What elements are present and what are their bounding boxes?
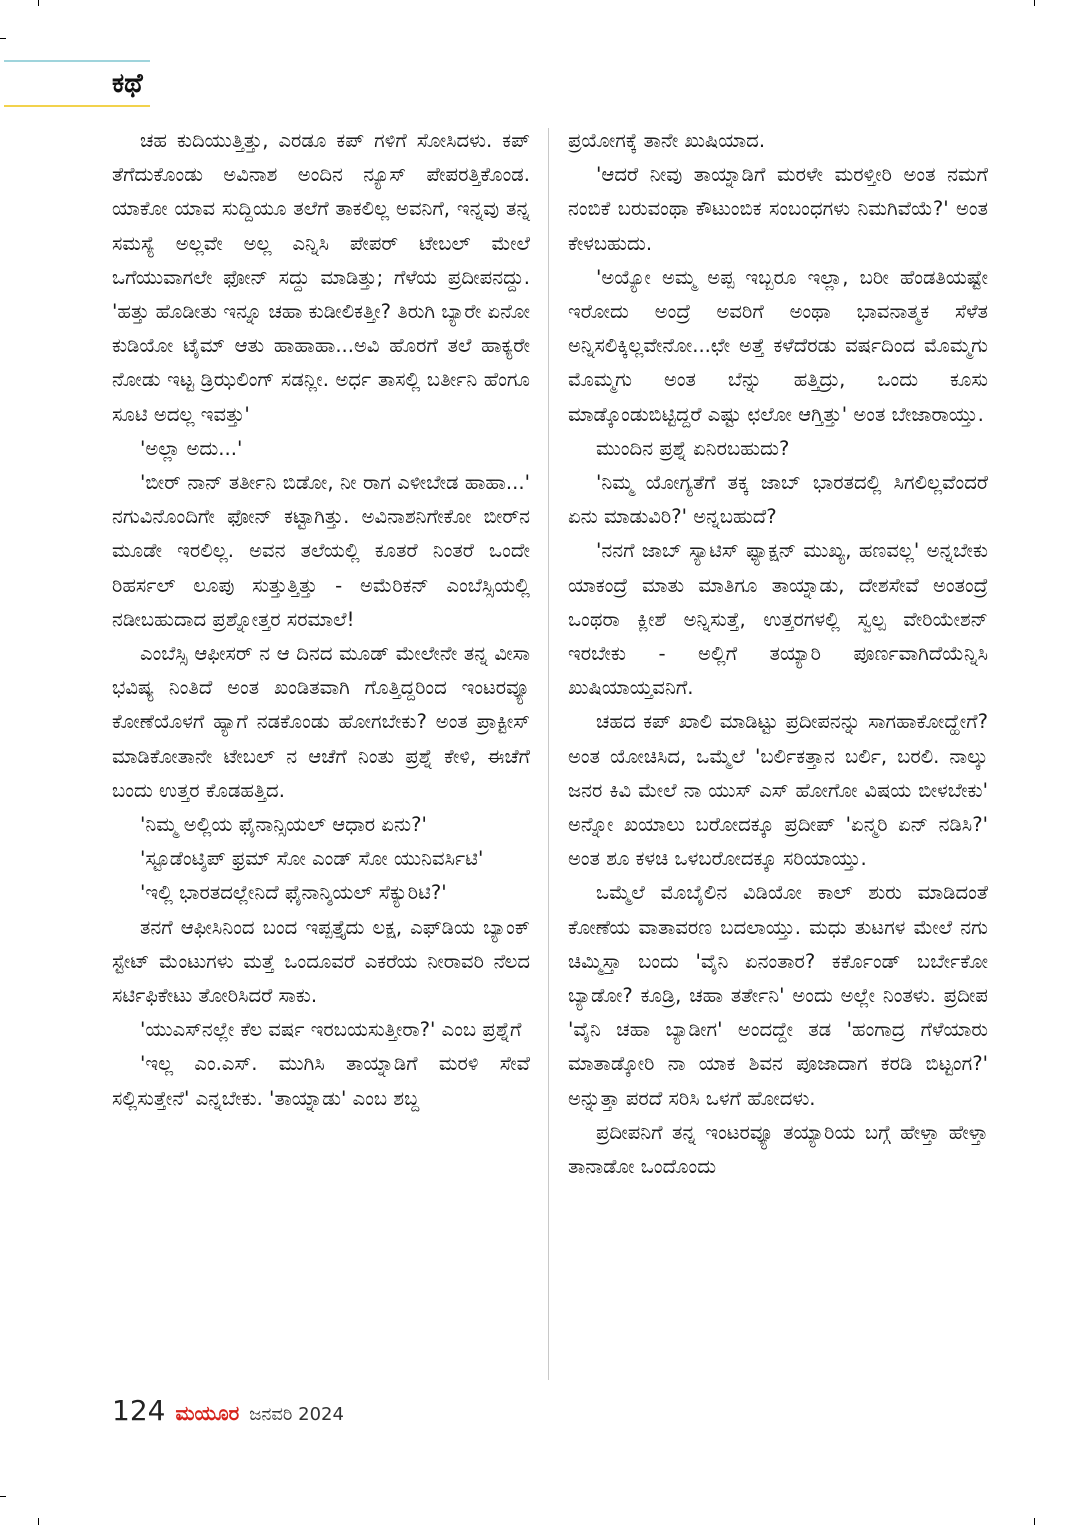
magazine-logo: ಮಯೂರ — [175, 1401, 240, 1425]
page-footer — [112, 1394, 344, 1427]
paragraph: 'ಯುಎಸ್‌ನಲ್ಲೇ ಕೆಲ ವರ್ಷ ಇರಬಯಸುತ್ತೀರಾ?' ಎಂಬ ಪ್ರಶ್ನೆಗೆ — [140, 1018, 522, 1042]
paragraph: 'ಅಯ್ಯೋ ಅಮ್ಮ ಅಪ್ಪ ಇಬ್ಬರೂ ಇಲ್ಲಾ, ಬರೀ ಹೆಂಡತಿಯಷ್ಟೇ ಇರೋದು ಅಂದ್ರೆ ಅವರಿಗೆ ಅಂಥಾ ಭಾವನಾತ್ಮಕ ಸೆಳೆತ ಅನ್ನಿಸಲಿಕ್ಕಿಲ್ಲವೇನೋ...ಛೇ ಅತ್ತೆ ಕಳೆದೆರಡು ವರ್ಷದಿಂದ ಮೊಮ್ಮಗು ಮೊಮ್ಮಗು ಅಂತ ಬೆನ್ನು ಹತ್ತಿದ್ರು, ಒಂದು ಕೂಸು ಮಾಡ್ಕೊಂಡುಬಿಟ್ಟಿದ್ದರೆ ಎಷ್ಟು ಛಲೋ ಆಗ್ತಿತ್ತು' ಅಂತ ಬೇಜಾರಾಯ್ತು. — [568, 265, 988, 426]
crop-mark — [38, 1518, 39, 1525]
paragraph: 'ಬೀರ್ ನಾನ್ ತರ್ತೀನಿ ಬಿಡೋ, ನೀ ರಾಗ ಎಳೀಬೇಡ ಹಾಹಾ...' ನಗುವಿನೊಂದಿಗೇ ಫೋನ್ ಕಟ್ಟಾಗಿತ್ತು. ಅವಿನಾಶನಿಗೇಕೋ ಬೀರ್‌ನ ಮೂಡೇ ಇರಲಿಲ್ಲ. ಅವನ ತಲೆಯಲ್ಲಿ ಕೂತರೆ ನಿಂತರೆ ಒಂದೇ ರಿಹರ್ಸಲ್ ಲೂಪು ಸುತ್ತುತ್ತಿತ್ತು - ಅಮೆರಿಕನ್ ಎಂಬೆಸ್ಸಿಯಲ್ಲಿ ನಡೀಬಹುದಾದ ಪ್ರಶ್ನೋತ್ತರ ಸರಮಾಲೆ! — [112, 471, 530, 631]
crop-mark — [38, 0, 39, 6]
paragraph: ಎಂಬೆಸ್ಸಿ ಆಫೀಸರ್ ನ ಆ ದಿನದ ಮೂಡ್ ಮೇಲೇನೇ ತನ್ನ ವೀಸಾ ಭವಿಷ್ಯ ನಿಂತಿದೆ ಅಂತ ಖಂಡಿತವಾಗಿ ಗೊತ್ತಿದ್ದರಿಂದ ಇಂಟರವ್ಯೂ ಕೋಣೆಯೊಳಗೆ ಹ್ಯಾಗೆ ನಡಕೊಂಡು ಹೋಗಬೇಕು? ಅಂತ ಪ್ರಾಕ್ಟೀಸ್ ಮಾಡಿಕೋತಾನೇ ಟೇಬಲ್ ನ ಆಚೆಗೆ ನಿಂತು ಪ್ರಶ್ನೆ ಕೇಳಿ, ಈಚೆಗೆ ಬಂದು ಉತ್ತರ ಕೊಡಹತ್ತಿದ. — [112, 642, 530, 802]
issue-date: ಜನವರಿ 2024 — [249, 1404, 344, 1425]
paragraph: ಪ್ರಯೋಗಕ್ಕೆ ತಾನೇ ಖುಷಿಯಾದ. — [568, 129, 766, 152]
column-divider — [548, 128, 549, 1380]
paragraph: ಚಹ ಕುದಿಯುತ್ತಿತ್ತು, ಎರಡೂ ಕಪ್ ಗಳಿಗೆ ಸೋಸಿದಳು. ಕಪ್ ತೆಗೆದುಕೊಂಡು ಅವಿನಾಶ ಅಂದಿನ ನ್ಯೂಸ್ ಪೇಪರತ್ತಿಕೊಂಡ. ಯಾಕೋ ಯಾವ ಸುದ್ದಿಯೂ ತಲೆಗೆ ತಾಕಲಿಲ್ಲ ಅವನಿಗೆ, ಇನ್ನವು ತನ್ನ ಸಮಸ್ಯೆ ಅಲ್ಲವೇ ಅಲ್ಲ ಎನ್ನಿಸಿ ಪೇಪರ್ ಟೇಬಲ್ ಮೇಲೆ ಒಗೆಯುವಾಗಲೇ ಫೋನ್ ಸದ್ದು ಮಾಡಿತ್ತು; ಗೆಳೆಯ ಪ್ರದೀಪನದ್ದು. 'ಹತ್ತು ಹೊಡೀತು ಇನ್ನೂ ಚಹಾ ಕುಡೀಲಿಕತ್ತೀ? ತಿರುಗಿ ಬ್ಯಾರೇ ಏನೋ ಕುಡಿಯೋ ಟೈಮ್ ಆತು ಹಾಹಾಹಾ...ಅವಿ ಹೊರಗೆ ತಲೆ ಹಾಕ್ಯರೇ ನೋಡು ಇಟ್ಟ ಡ್ರಿಝಲಿಂಗ್ ಸಡನ್ಲೀ. ಅರ್ಧ ತಾಸಲ್ಲಿ ಬರ್ತೀನಿ ಹೆಂಗೂ ಸೂಟಿ ಅದಲ್ಲ ಇವತ್ತು' — [112, 129, 530, 426]
right-column — [568, 124, 988, 1184]
section-rule-bottom — [4, 105, 150, 107]
paragraph: 'ಸ್ಟೂಡೆಂಟ್ಶಿಪ್ ಫ್ರಮ್ ಸೋ ಎಂಡ್ ಸೋ ಯುನಿವರ್ಸಿಟಿ' — [140, 847, 484, 871]
paragraph: 'ಇಲ್ಲಿ ಭಾರತದಲ್ಲೇನಿದೆ ಫೈನಾನ್ಶಿಯಲ್ ಸೆಕ್ಯುರಿಟಿ?' — [140, 881, 447, 905]
paragraph: ತನಗೆ ಆಫೀಸಿನಿಂದ ಬಂದ ಇಪ್ಪತ್ತೈದು ಲಕ್ಷ, ಎಫ್‌ಡಿಯ ಬ್ಯಾಂಕ್ ಸ್ಟೇಟ್ ಮೆಂಟುಗಳು ಮತ್ತೆ ಒಂದೂವರೆ ಎಕರೆಯ ನೀರಾವರಿ ನೆಲದ ಸರ್ಟಿಫಿಕೇಟು ತೋರಿಸಿದರೆ ಸಾಕು. — [112, 915, 530, 1008]
paragraph: 'ನಿಮ್ಮ ಅಲ್ಲಿಯ ಫೈನಾನ್ಸಿಯಲ್ ಆಧಾರ ಏನು?' — [140, 813, 427, 837]
crop-mark — [1034, 1518, 1035, 1525]
crop-mark — [0, 38, 6, 39]
paragraph: ಚಹದ ಕಪ್ ಖಾಲಿ ಮಾಡಿಟ್ಟು ಪ್ರದೀಪನನ್ನು ಸಾಗಹಾಕೋದ್ಹೇಗೆ? ಅಂತ ಯೋಚಿಸಿದ, ಒಮ್ಮೆಲೆ 'ಬರ್ಲಿಕತ್ತಾನ ಬರ್ಲಿ, ಬರಲಿ. ನಾಲ್ಕು ಜನರ ಕಿವಿ ಮೇಲೆ ನಾ ಯುಸ್ ಎಸ್ ಹೋಗೋ ವಿಷಯ ಬೀಳಬೇಕು' ಅನ್ನೋ ಖಯಾಲು ಬರೋದಕ್ಕೂ ಪ್ರದೀಪ್ 'ಏನ್ಮರಿ ಏನ್ ನಡಿಸಿ?' ಅಂತ ಶೂ ಕಳಚಿ ಒಳಬರೋದಕ್ಕೂ ಸರಿಯಾಯ್ತು. — [568, 710, 988, 871]
paragraph: 'ನಿಮ್ಮ ಯೋಗ್ಯತೆಗೆ ತಕ್ಕ ಜಾಬ್ ಭಾರತದಲ್ಲಿ ಸಿಗಲಿಲ್ಲವೆಂದರೆ ಏನು ಮಾಡುವಿರಿ?' ಅನ್ನಬಹುದೆ? — [568, 471, 988, 529]
paragraph: 'ಅಲ್ಲಾ ಅದು...' — [140, 436, 243, 460]
paragraph: 'ಆದರೆ ನೀವು ತಾಯ್ನಾಡಿಗೆ ಮರಳೇ ಮರಳ್ತೀರಿ ಅಂತ ನಮಗೆ ನಂಬಿಕೆ ಬರುವಂಥಾ ಕೌಟುಂಬಿಕ ಸಂಬಂಧಗಳು ನಿಮಗಿವೆಯೆ?' ಅಂತ ಕೇಳಬಹುದು. — [568, 163, 988, 255]
paragraph: 'ಇಲ್ಲ ಎಂ.ಎಸ್. ಮುಗಿಸಿ ತಾಯ್ನಾಡಿಗೆ ಮರಳಿ ಸೇವೆ ಸಲ್ಲಿಸುತ್ತೇನೆ' ಎನ್ನಬೇಕು. 'ತಾಯ್ನಾಡು' ಎಂಬ ಶಬ್ದ — [112, 1052, 530, 1110]
section-rule-top — [4, 60, 150, 62]
paragraph: ಮುಂದಿನ ಪ್ರಶ್ನೆ ಏನಿರಬಹುದು? — [596, 436, 790, 460]
paragraph: ಪ್ರದೀಪನಿಗೆ ತನ್ನ ಇಂಟರವ್ಯೂ ತಯ್ಯಾರಿಯ ಬಗ್ಗೆ ಹೇಳ್ತಾ ಹೇಳ್ತಾ ತಾನಾಡೋ ಒಂದೊಂದು — [568, 1120, 988, 1179]
paragraph: 'ನನಗೆ ಜಾಬ್ ಸ್ಯಾಟಿಸ್ ಫ್ಯಾಕ್ಷನ್ ಮುಖ್ಯ, ಹಣವಲ್ಲ' ಅನ್ನಬೇಕು ಯಾಕಂದ್ರೆ ಮಾತು ಮಾತಿಗೂ ತಾಯ್ನಾಡು, ದೇಶಸೇವೆ ಅಂತಂದ್ರೆ ಒಂಥರಾ ಕ್ಲೀಶೆ ಅನ್ನಿಸುತ್ತೆ, ಉತ್ತರಗಳಲ್ಲಿ ಸ್ವಲ್ಪ ವೇರಿಯೇಶನ್ ಇರಬೇಕು - ಅಲ್ಲಿಗೆ ತಯ್ಯಾರಿ ಪೂರ್ಣವಾಗಿದೆಯೆನ್ನಿಸಿ ಖುಷಿಯಾಯ್ತವನಿಗೆ. — [568, 539, 988, 700]
left-column — [112, 124, 530, 1116]
page-number: 124 — [112, 1394, 166, 1427]
section-label: ಕಥೆ — [112, 68, 143, 99]
crop-mark — [1034, 0, 1035, 6]
crop-mark — [0, 1496, 6, 1497]
paragraph: ಒಮ್ಮೆಲೆ ಮೊಬೈಲಿನ ವಿಡಿಯೋ ಕಾಲ್ ಶುರು ಮಾಡಿದಂತೆ ಕೋಣೆಯ ವಾತಾವರಣ ಬದಲಾಯ್ತು. ಮಧು ತುಟಗಳ ಮೇಲೆ ನಗು ಚಿಮ್ಮಿಸ್ತಾ ಬಂದು 'ವೈನಿ ಏನಂತಾರ? ಕರ್ಕೊಂಡ್ ಬರ್ಬೇಕೋ ಬ್ಯಾಡೋ? ಕೂಡ್ರಿ, ಚಹಾ ತರ್ತೇನಿ' ಅಂದು ಅಲ್ಲೇ ನಿಂತಳು. ಪ್ರದೀಪ 'ವೈನಿ ಚಹಾ ಬ್ಯಾಡೀಗ' ಅಂದದ್ದೇ ತಡ 'ಹಂಗಾದ್ರ ಗೆಳೆಯಾರು ಮಾತಾಡ್ಕೋರಿ ನಾ ಯಾಕ ಶಿವನ ಪೂಜಾದಾಗ ಕರಡಿ ಬಿಟ್ಟಂಗ?' ಅನ್ನುತ್ತಾ ಪರದೆ ಸರಿಸಿ ಒಳಗೆ ಹೋದಳು. — [568, 881, 988, 1110]
